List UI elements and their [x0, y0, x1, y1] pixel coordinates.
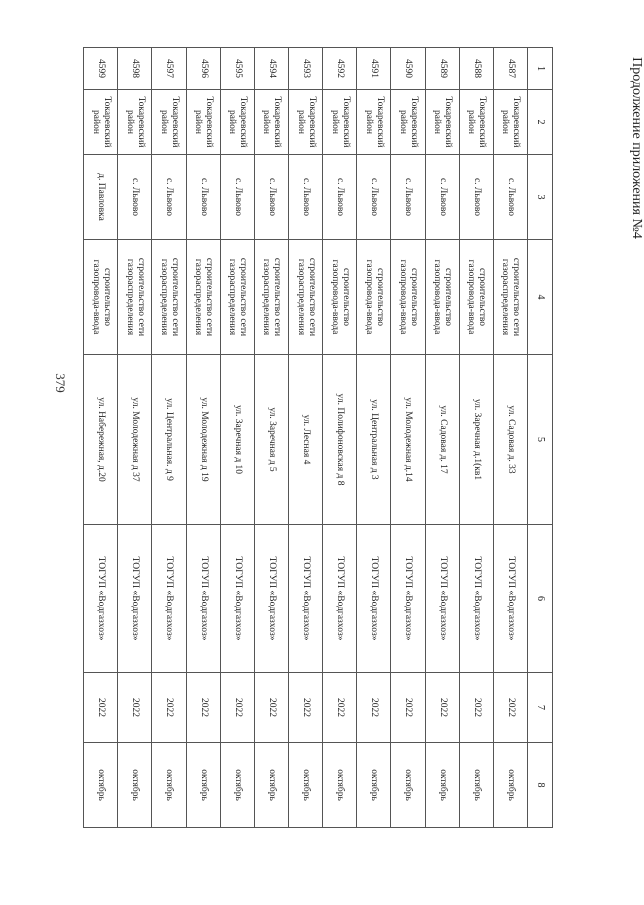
address-cell: ул. Садовая д. 33 — [493, 355, 527, 525]
table-row — [254, 48, 288, 828]
row-number-cell: 4592 — [323, 48, 357, 90]
address-cell: ул. Полифоновская д 8 — [323, 355, 357, 525]
year-cell: 2022 — [84, 673, 118, 743]
settlement-cell: с. Львово — [152, 155, 186, 240]
work-type-cell: строительство сети газораспределения — [152, 240, 186, 355]
row-number-cell: 4598 — [118, 48, 152, 90]
month-cell: октябрь — [152, 743, 186, 828]
month-cell: октябрь — [459, 743, 493, 828]
settlement-cell: с. Львово — [323, 155, 357, 240]
column-header: 8 — [528, 743, 553, 828]
column-header: 4 — [528, 240, 553, 355]
year-cell: 2022 — [186, 673, 220, 743]
settlement-cell: с. Львово — [357, 155, 391, 240]
organization-cell: ТОГУП «Водгазхоз» — [152, 525, 186, 673]
organization-cell: ТОГУП «Водгазхоз» — [84, 525, 118, 673]
row-number-cell: 4594 — [254, 48, 288, 90]
continuation-title: Продолжение приложения №4 — [628, 57, 644, 239]
table-row — [425, 48, 459, 828]
district-cell: Токаревский район — [220, 90, 254, 155]
district-cell: Токаревский район — [118, 90, 152, 155]
district-cell: Токаревский район — [152, 90, 186, 155]
organization-cell: ТОГУП «Водгазхоз» — [425, 525, 459, 673]
rotated-table-wrapper — [83, 47, 553, 827]
organization-cell: ТОГУП «Водгазхоз» — [289, 525, 323, 673]
work-type-cell: строительство сети газораспределения — [289, 240, 323, 355]
district-cell: Токаревский район — [459, 90, 493, 155]
table-row — [84, 48, 118, 828]
row-number-cell: 4597 — [152, 48, 186, 90]
table-row — [493, 48, 527, 828]
row-number-cell: 4591 — [357, 48, 391, 90]
settlement-cell: д. Павловка — [84, 155, 118, 240]
address-cell: ул. Молодежная д 19 — [186, 355, 220, 525]
year-cell: 2022 — [220, 673, 254, 743]
month-cell: октябрь — [493, 743, 527, 828]
month-cell: октябрь — [118, 743, 152, 828]
organization-cell: ТОГУП «Водгазхоз» — [118, 525, 152, 673]
schedule-table — [83, 47, 553, 828]
table-row — [118, 48, 152, 828]
page-number: 379 — [52, 373, 68, 393]
address-cell: ул. Садовая д. 17 — [425, 355, 459, 525]
work-type-cell: строительство газопровода-ввода — [84, 240, 118, 355]
organization-cell: ТОГУП «Водгазхоз» — [493, 525, 527, 673]
year-cell: 2022 — [459, 673, 493, 743]
column-header: 7 — [528, 673, 553, 743]
month-cell: октябрь — [357, 743, 391, 828]
table-body — [84, 48, 528, 828]
month-cell: октябрь — [323, 743, 357, 828]
month-cell: октябрь — [186, 743, 220, 828]
row-number-cell: 4589 — [425, 48, 459, 90]
settlement-cell: с. Львово — [254, 155, 288, 240]
column-header: 3 — [528, 155, 553, 240]
district-cell: Токаревский район — [84, 90, 118, 155]
address-cell: ул. Молодежная д 37 — [118, 355, 152, 525]
year-cell: 2022 — [357, 673, 391, 743]
district-cell: Токаревский район — [357, 90, 391, 155]
settlement-cell: с. Львово — [459, 155, 493, 240]
month-cell: октябрь — [391, 743, 425, 828]
table-row — [289, 48, 323, 828]
work-type-cell: строительство газопровода-ввода — [357, 240, 391, 355]
year-cell: 2022 — [323, 673, 357, 743]
organization-cell: ТОГУП «Водгазхоз» — [323, 525, 357, 673]
row-number-cell: 4587 — [493, 48, 527, 90]
organization-cell: ТОГУП «Водгазхоз» — [459, 525, 493, 673]
organization-cell: ТОГУП «Водгазхоз» — [186, 525, 220, 673]
work-type-cell: строительство сети газораспределения — [493, 240, 527, 355]
table-row — [220, 48, 254, 828]
month-cell: октябрь — [220, 743, 254, 828]
table-header-row — [528, 48, 553, 828]
district-cell: Токаревский район — [425, 90, 459, 155]
work-type-cell: строительство газопровода-ввода — [425, 240, 459, 355]
settlement-cell: с. Львово — [391, 155, 425, 240]
year-cell: 2022 — [289, 673, 323, 743]
work-type-cell: строительство сети газораспределения — [118, 240, 152, 355]
table-row — [459, 48, 493, 828]
organization-cell: ТОГУП «Водгазхоз» — [220, 525, 254, 673]
year-cell: 2022 — [118, 673, 152, 743]
month-cell: октябрь — [84, 743, 118, 828]
address-cell: ул. Заречная д 5 — [254, 355, 288, 525]
table-row — [357, 48, 391, 828]
work-type-cell: строительство сети газораспределения — [220, 240, 254, 355]
settlement-cell: с. Львово — [425, 155, 459, 240]
column-header: 2 — [528, 90, 553, 155]
address-cell: ул. Молодежная д.14 — [391, 355, 425, 525]
address-cell: ул. Центральная д 3 — [357, 355, 391, 525]
year-cell: 2022 — [152, 673, 186, 743]
row-number-cell: 4588 — [459, 48, 493, 90]
table-row — [323, 48, 357, 828]
table-row — [186, 48, 220, 828]
settlement-cell: с. Львово — [493, 155, 527, 240]
year-cell: 2022 — [493, 673, 527, 743]
organization-cell: ТОГУП «Водгазхоз» — [357, 525, 391, 673]
district-cell: Токаревский район — [289, 90, 323, 155]
settlement-cell: с. Львово — [186, 155, 220, 240]
year-cell: 2022 — [425, 673, 459, 743]
column-header: 6 — [528, 525, 553, 673]
row-number-cell: 4590 — [391, 48, 425, 90]
work-type-cell: строительство газопровода-ввода — [459, 240, 493, 355]
organization-cell: ТОГУП «Водгазхоз» — [254, 525, 288, 673]
column-header: 5 — [528, 355, 553, 525]
address-cell: ул. Центральная. д 9 — [152, 355, 186, 525]
settlement-cell: с. Львово — [220, 155, 254, 240]
row-number-cell: 4593 — [289, 48, 323, 90]
row-number-cell: 4595 — [220, 48, 254, 90]
month-cell: октябрь — [425, 743, 459, 828]
address-cell: ул. Заречная д 10 — [220, 355, 254, 525]
address-cell: ул. Заречная д.1(кв1 — [459, 355, 493, 525]
column-header: 1 — [528, 48, 553, 90]
settlement-cell: с. Львово — [289, 155, 323, 240]
district-cell: Токаревский район — [254, 90, 288, 155]
row-number-cell: 4596 — [186, 48, 220, 90]
year-cell: 2022 — [391, 673, 425, 743]
work-type-cell: строительство сети газораспределения — [254, 240, 288, 355]
table-row — [152, 48, 186, 828]
table-row — [391, 48, 425, 828]
address-cell: ул. Набережная, д.20 — [84, 355, 118, 525]
month-cell: октябрь — [254, 743, 288, 828]
district-cell: Токаревский район — [493, 90, 527, 155]
district-cell: Токаревский район — [391, 90, 425, 155]
settlement-cell: с. Львово — [118, 155, 152, 240]
district-cell: Токаревский район — [323, 90, 357, 155]
address-cell: ул. Лесная 4 — [289, 355, 323, 525]
row-number-cell: 4599 — [84, 48, 118, 90]
month-cell: октябрь — [289, 743, 323, 828]
work-type-cell: строительство газопровода-ввода — [391, 240, 425, 355]
year-cell: 2022 — [254, 673, 288, 743]
district-cell: Токаревский район — [186, 90, 220, 155]
work-type-cell: строительство газопровода-ввода — [323, 240, 357, 355]
organization-cell: ТОГУП «Водгазхоз» — [391, 525, 425, 673]
work-type-cell: строительство сети газораспределения — [186, 240, 220, 355]
